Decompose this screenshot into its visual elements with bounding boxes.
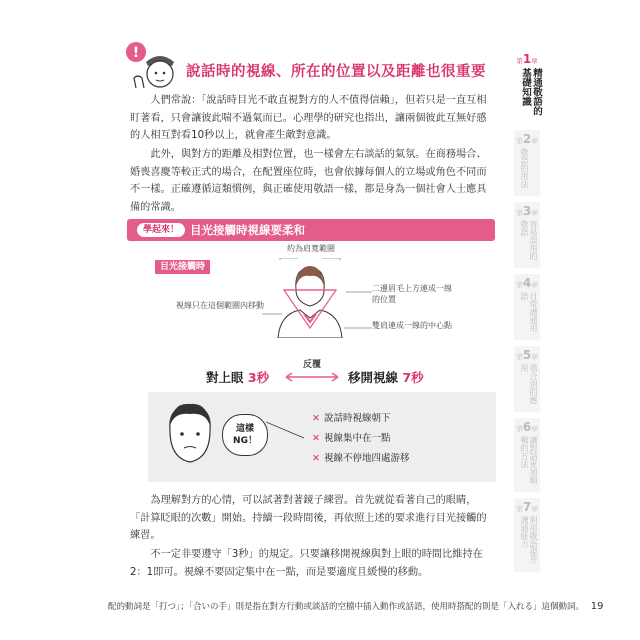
shoulder-center-note: 雙肩連成一線的中心點 <box>372 321 452 330</box>
chapter-tab-4[interactable] <box>514 274 540 340</box>
footer-note <box>108 600 603 612</box>
eyebrow-line-note: 二邊眉毛上方連成一線的位置 <box>372 284 452 304</box>
chapter-number: 第4章 <box>516 276 538 290</box>
chapter-number: 第1章 <box>516 52 538 66</box>
look-away-duration <box>348 368 424 386</box>
cross-icon: ✕ <box>312 453 320 464</box>
double-arrow-icon <box>282 372 342 382</box>
diagram-leaders <box>262 290 374 335</box>
page-number: 19 <box>590 601 604 612</box>
man-face-illustration <box>160 400 220 470</box>
cross-icon: ✕ <box>312 413 320 424</box>
header-illustration <box>122 40 178 92</box>
ng-item <box>312 430 390 444</box>
chapter-tab-6[interactable] <box>514 418 540 492</box>
chapter-tab-5[interactable] <box>514 346 540 412</box>
chapter-tab-3[interactable] <box>514 202 540 268</box>
ng-item <box>312 450 409 464</box>
eye-contact-label: 對上眼 <box>206 370 244 385</box>
chapter-tab-1[interactable] <box>514 50 540 120</box>
shoulder-width-note: 約為肩寬範圍 <box>287 244 335 253</box>
page-title: 說話時的視線、所在的位置以及距離也很重要 <box>186 64 486 80</box>
look-away-label: 移開視線 <box>348 370 399 385</box>
paragraph-ratio: 不一定非要遵守「3秒」的規定。只要讓移開視線與對上眼的時間比維持在2：1即可。視線不要固定集中在一點，而是要適度且緩慢的移動。 <box>130 549 483 578</box>
ng-speech-bubble <box>222 414 268 456</box>
paragraph-practice: 為理解對方的心情，可以試著對著鏡子練習。首先就從看著自己的眼睛，「計算眨眼的次數」開始。持續一段時間後，再依照上述的要求進行目光接觸的練習。 <box>130 495 487 541</box>
thinking-person-icon <box>122 40 178 92</box>
footer-text: 配的動詞是「打つ」；「合いの手」則是指在對方行動或談話的空檔中插入動作或話語，使用時搭配的則是「入れる」這個動詞。 <box>108 602 585 612</box>
ng-item <box>312 410 390 424</box>
ng-item-text: 說話時視線朝下 <box>323 413 391 424</box>
ng-item-text: 視線不停地四處游移 <box>323 453 410 464</box>
chapter-label: 利用敬語提升溝通能力 <box>520 516 538 564</box>
bubble-pointer <box>266 420 306 450</box>
chapter-tab-2[interactable] <box>514 130 540 196</box>
cross-icon: ✕ <box>312 433 320 444</box>
confused-man-icon <box>160 400 220 470</box>
chapter-label: 讓對話更加順暢的方法 <box>520 436 538 484</box>
eye-contact-tag: 目光接觸時 <box>155 260 210 274</box>
chapter-number: 第7章 <box>516 500 538 514</box>
chapter-label: 精通敬語的基礎知識 <box>520 68 542 116</box>
eye-contact-duration <box>206 368 269 386</box>
paragraph-intro: 人們常說：「說話時目光不敢直視對方的人不值得信賴」，但若只是一直互相盯著看，只會讓彼此喘不過氣而已。心理學的研究也指出，讓兩個彼此互無好感的人相互對看10秒以上，就會產生敵對意識。 <box>130 95 487 141</box>
gaze-range-note: 視線只在這個範圍內移動 <box>176 301 264 310</box>
chapter-label: 日常溝通用語 <box>520 292 538 332</box>
chapter-label: 容易誤用的敬語 <box>520 220 538 260</box>
repeat-label: 反覆 <box>302 360 321 370</box>
look-away-seconds: 7秒 <box>402 370 424 385</box>
paragraph-position: 此外，與對方的距離及相對位置，也一樣會左右談話的氣氛。在商務場合、婚喪喜慶等較正式的場合，在配置座位時，也會依據每個人的立場或角色不同而不一樣。正確遵循這類慣例，與正確使用敬語一樣，都是身為一個社會人士應具備的常識。 <box>130 149 487 213</box>
chapter-label: 敬語的用法 <box>520 148 529 188</box>
chapter-tab-7[interactable] <box>514 498 540 572</box>
chapter-label: 場合別的應用 <box>520 364 538 404</box>
chapter-number: 第3章 <box>516 204 538 218</box>
learn-badge: 學起來！ <box>137 223 185 237</box>
eye-contact-seconds: 3秒 <box>247 370 270 385</box>
chapter-number: 第5章 <box>516 348 538 362</box>
ng-bubble-text: 這樣NG！ <box>233 424 257 446</box>
exclamation-icon: ! <box>132 45 140 61</box>
chapter-number: 第6章 <box>516 420 538 434</box>
chapter-number: 第2章 <box>516 132 538 146</box>
section-title: 目光接觸時視線要柔和 <box>190 223 305 237</box>
ng-item-text: 視線集中在一點 <box>323 433 391 444</box>
